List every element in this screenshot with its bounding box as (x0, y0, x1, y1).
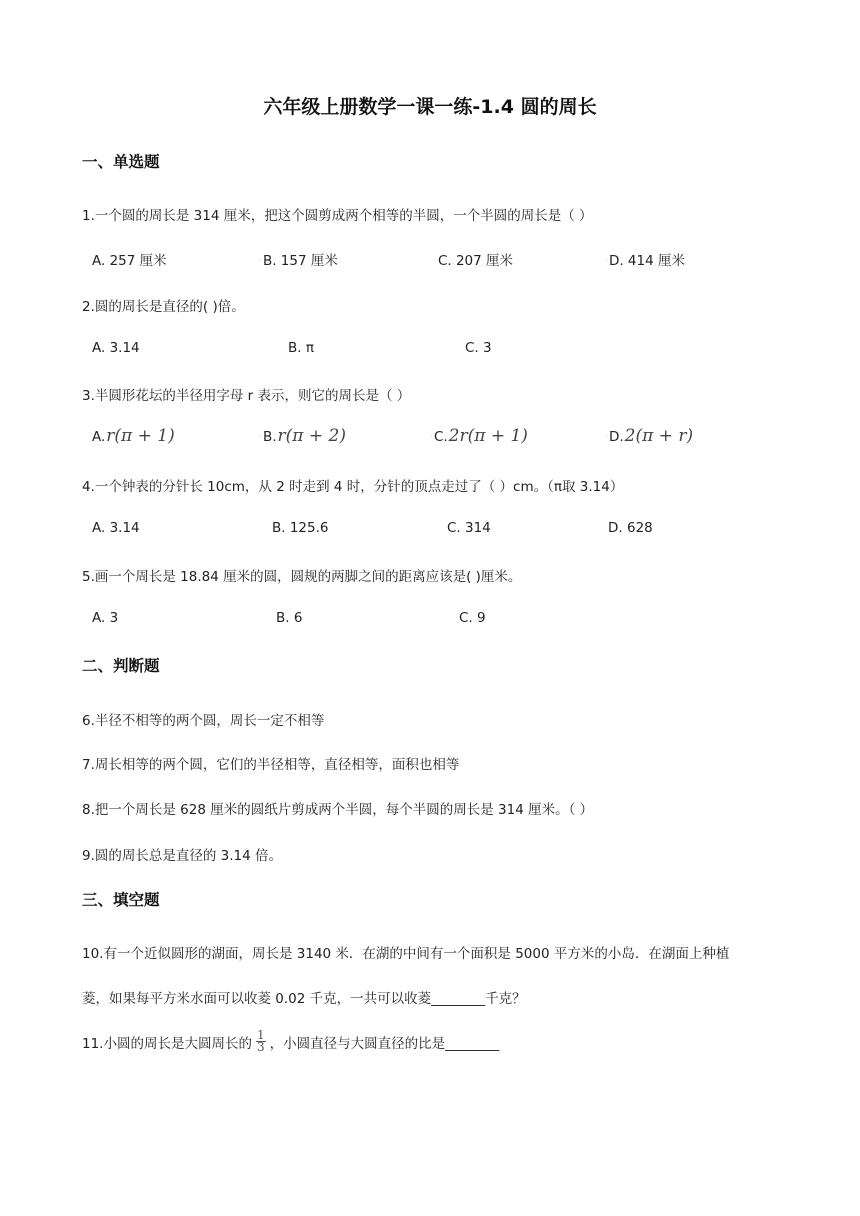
section-heading-fill-blank: 三、填空题 (82, 891, 160, 909)
q3-option-b-formula: r(π + 2) (277, 426, 346, 446)
q1-option-b (259, 249, 338, 269)
question-9: 9.圆的周长总是直径的 3.14 倍。 (82, 848, 283, 864)
q3-option-b (259, 426, 346, 446)
option-marker-icon: ◦ (430, 434, 433, 440)
q4-option-c: C. 314 (447, 520, 491, 536)
section-heading-single-choice: 一、单选题 (82, 153, 160, 171)
question-6: 6.半径不相等的两个圆，周长一定不相等 (82, 713, 325, 729)
page-title: 六年级上册数学一课一练-1.4 圆的周长 (263, 96, 597, 118)
q5-option-c: C. 9 (459, 610, 486, 626)
q11-fraction-denominator: 3 (256, 1039, 265, 1054)
question-5: 5.画一个周长是 18.84 厘米的圆，圆规的两脚之间的距离应该是( )厘米。 (82, 569, 522, 585)
q2-option-c: C. 3 (465, 340, 492, 356)
q3-option-d (605, 426, 693, 446)
q3-option-b-letter: B. (262, 429, 277, 445)
question-8: 8.把一个周长是 628 厘米的圆纸片剪成两个半圆，每个半圆的周长是 314 厘米。（ ） (82, 802, 594, 818)
q1-option-b-label: B. 157 厘米 (262, 253, 338, 269)
q4-option-b: B. 125.6 (272, 520, 329, 536)
option-marker-icon: ◦ (259, 434, 262, 440)
question-10-line-1: 10.有一个近似圆形的湖面，周长是 3140 米．在湖的中间有一个面积是 5000 平方米的小岛．在湖面上种植 (82, 946, 730, 962)
q11-fraction-numerator: 1 (256, 1027, 265, 1042)
q3-option-d-letter: D. (608, 429, 624, 445)
question-7: 7.周长相等的两个圆，它们的半径相等，直径相等，面积也相等 (82, 757, 460, 773)
q4-option-d: D. 628 (608, 520, 653, 536)
section-heading-true-false: 二、判断题 (82, 657, 160, 675)
option-marker-icon: ◦ (605, 258, 608, 264)
q1-option-c-label: C. 207 厘米 (437, 253, 514, 269)
q1-option-d (605, 249, 685, 269)
q3-option-c-formula: 2r(π + 1) (448, 426, 528, 446)
q3-option-a-formula: r(π + 1) (106, 426, 175, 446)
q11-text-after: ，小圆直径与大圆直径的比是________ (269, 1036, 500, 1052)
question-11 (82, 1027, 500, 1056)
q1-option-a: A. 257 厘米 (92, 253, 167, 269)
question-4: 4.一个钟表的分针长 10cm，从 2 时走到 4 时，分针的顶点走过了（ ）cm。（π取 3.14） (82, 479, 624, 495)
q1-option-c (434, 249, 513, 269)
q5-option-b: B. 6 (276, 610, 303, 626)
option-marker-icon: ◦ (259, 258, 262, 264)
q3-option-c (430, 426, 528, 446)
q3-option-a (92, 426, 175, 446)
question-10-line-2: 菱，如果每平方米水面可以收菱 0.02 千克，一共可以收菱________千克？ (82, 991, 526, 1007)
q2-option-a: A. 3.14 (92, 340, 140, 356)
q1-option-d-label: D. 414 厘米 (608, 253, 685, 269)
q4-option-a: A. 3.14 (92, 520, 140, 536)
question-1: 1.一个圆的周长是 314 厘米，把这个圆剪成两个相等的半圆，一个半圆的周长是（ ） (82, 208, 593, 224)
q11-fraction (256, 1027, 266, 1054)
question-2: 2.圆的周长是直径的( )倍。 (82, 299, 245, 315)
question-3: 3.半圆形花坛的半径用字母 r 表示，则它的周长是（ ） (82, 388, 411, 404)
q3-option-d-formula: 2(π + r) (624, 426, 694, 446)
q3-option-a-letter: A. (92, 429, 106, 445)
q5-option-a: A. 3 (92, 610, 119, 626)
q11-text-before: 11.小圆的周长是大圆周长的 (82, 1036, 252, 1052)
q2-option-b: B. π (288, 340, 314, 356)
option-marker-icon: ◦ (434, 258, 437, 264)
q3-option-c-letter: C. (433, 429, 448, 445)
option-marker-icon: ◦ (605, 434, 608, 440)
